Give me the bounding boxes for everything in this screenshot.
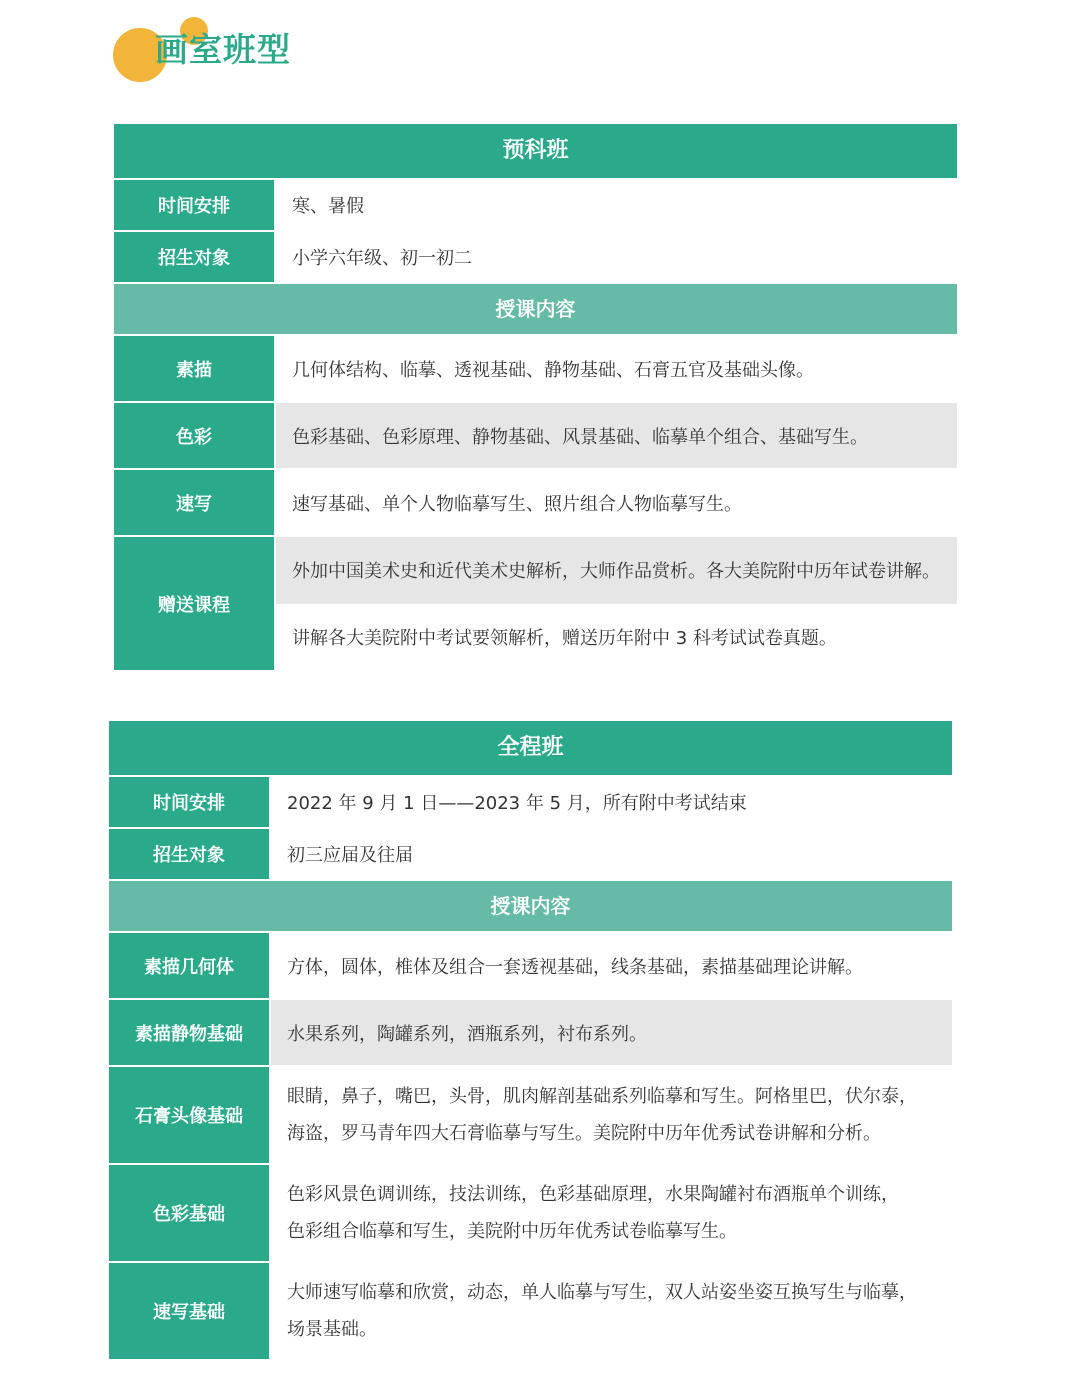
prep-target-label: 招生对象	[114, 232, 274, 282]
full-course-desc-line: 海盗，罗马青年四大石膏临摹与写生。美院附中历年优秀试卷讲解和分析。	[287, 1123, 881, 1144]
prep-bonus-lines	[276, 537, 957, 670]
full-course-name: 素描静物基础	[109, 1000, 269, 1065]
full-course-row	[109, 1165, 952, 1261]
full-schedule-row	[109, 777, 952, 827]
full-course-row	[109, 933, 952, 998]
page-header	[0, 0, 1073, 110]
full-content-header: 授课内容	[109, 881, 952, 931]
prep-bonus-line: 外加中国美术史和近代美术史解析，大师作品赏析。各大美院附中历年试卷讲解。	[276, 537, 957, 604]
full-course-name: 速写基础	[109, 1263, 269, 1359]
full-course-desc-line: 场景基础。	[287, 1319, 377, 1340]
full-schedule-label: 时间安排	[109, 777, 269, 827]
full-course-desc-line: 色彩风景色调训练，技法训练，色彩基础原理，水果陶罐衬布酒瓶单个训练，	[287, 1184, 899, 1205]
full-schedule-value: 2022 年 9 月 1 日——2023 年 5 月，所有附中考试结束	[287, 793, 747, 814]
full-course-desc-line: 色彩组合临摹和写生，美院附中历年优秀试卷临摹写生。	[287, 1221, 737, 1242]
full-target-label: 招生对象	[109, 829, 269, 879]
prep-content-header: 授课内容	[114, 284, 957, 334]
full-course-desc: 水果系列，陶罐系列，酒瓶系列，衬布系列。	[271, 1000, 952, 1065]
full-target-value: 初三应届及往届	[287, 845, 413, 866]
full-course-row	[109, 1067, 952, 1163]
full-course-desc-line: 眼睛，鼻子，嘴巴，头骨，肌肉解剖基础系列临摹和写生。阿格里巴，伏尔泰，	[287, 1086, 917, 1107]
full-course-name: 素描几何体	[109, 933, 269, 998]
prep-course-row	[114, 336, 957, 401]
full-course-desc-line: 大师速写临摹和欣赏，动态，单人临摹与写生，双人站姿坐姿互换写生与临摹，	[287, 1282, 917, 1303]
full-target-row	[109, 829, 952, 879]
prep-course-name: 色彩	[114, 403, 274, 468]
full-course-row	[109, 1000, 952, 1065]
prep-course-desc: 速写基础、单个人物临摹写生、照片组合人物临摹写生。	[292, 493, 742, 515]
prep-course-desc: 几何体结构、临摹、透视基础、静物基础、石膏五官及基础头像。	[292, 359, 814, 381]
prep-schedule-row	[114, 180, 957, 230]
prep-target-row	[114, 232, 957, 282]
full-course-desc	[271, 1263, 952, 1359]
prep-course-row	[114, 403, 957, 468]
prep-course-desc: 色彩基础、色彩原理、静物基础、风景基础、临摹单个组合、基础写生。	[276, 403, 957, 468]
prep-schedule-value: 寒、暑假	[292, 196, 364, 217]
prep-course-name: 速写	[114, 470, 274, 535]
full-course-desc: 方体，圆体，椎体及组合一套透视基础，线条基础，素描基础理论讲解。	[287, 956, 863, 978]
prep-bonus-row	[114, 537, 957, 670]
full-course-desc	[271, 1165, 952, 1261]
full-course-row	[109, 1263, 952, 1359]
prep-bonus-name: 赠送课程	[114, 537, 274, 670]
full-course-name: 色彩基础	[109, 1165, 269, 1261]
prep-course-row	[114, 470, 957, 535]
full-class-table	[109, 721, 952, 1361]
prep-course-name: 素描	[114, 336, 274, 401]
full-course-name: 石膏头像基础	[109, 1067, 269, 1163]
prep-target-value: 小学六年级、初一初二	[292, 248, 472, 269]
prep-schedule-label: 时间安排	[114, 180, 274, 230]
prep-class-table	[114, 124, 957, 672]
prep-class-title: 预科班	[114, 124, 957, 178]
page-title: 画室班型	[155, 30, 291, 69]
full-class-title: 全程班	[109, 721, 952, 775]
full-course-desc	[271, 1067, 952, 1163]
prep-bonus-line: 讲解各大美院附中考试要领解析，赠送历年附中 3 科考试试卷真题。	[292, 627, 837, 649]
